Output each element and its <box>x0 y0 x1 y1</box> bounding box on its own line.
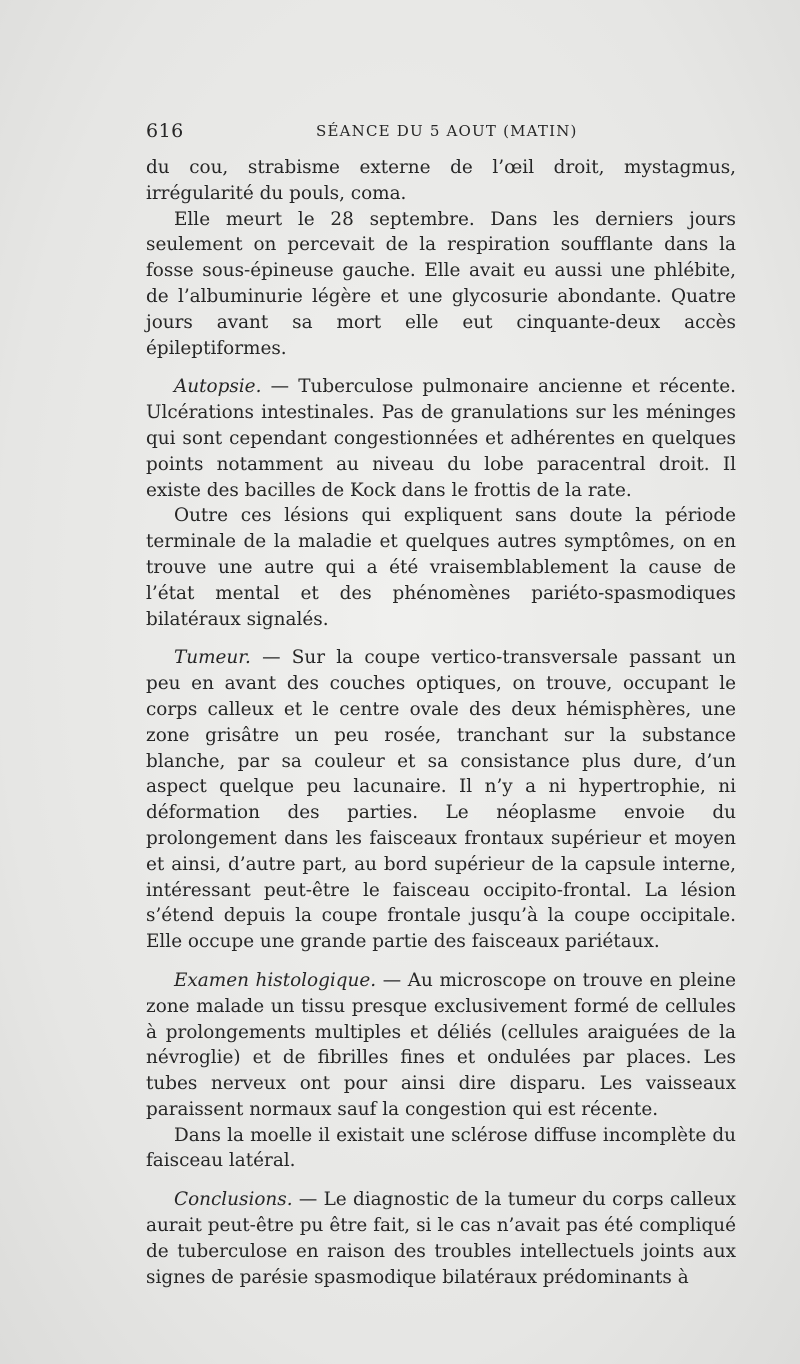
paragraph-text: — Au microscope on trouve en pleine zone malade un tissu presque exclusivement formé de cellules à prolongements multiples et déliés (cellules araiguées de la névroglie) et de fibrilles fines et ondulées par places. Les tubes nerveux ont pour ainsi dire disparu. Les vaisseaux paraissent normaux sauf la congestion qui est récente. <box>146 969 736 1120</box>
section-lead-autopsie: Autopsie. <box>174 376 262 398</box>
paragraph-2 <box>146 207 736 362</box>
section-lead-conclusions: Conclusions. <box>174 1189 293 1211</box>
paragraph-tumeur <box>146 645 736 955</box>
paragraph-text: Elle meurt le 28 septembre. Dans les derniers jours seulement on percevait de la respiration soufflante dans la fosse sous-épineuse gauche. Elle avait eu aussi une phlébite, de l’albuminurie légère et une glycosurie abondante. Quatre jours avant sa mort elle eut cinquante-deux accès épileptiformes. <box>146 208 736 359</box>
paragraph-7 <box>146 1123 736 1175</box>
paragraph-text: — Sur la coupe vertico-transversale passant un peu en avant des couches optiques, on trouve, occupant le corps calleux et le centre ovale des deux hémisphères, une zone grisâtre un peu rosée, tranchant sur la substance blanche, par sa couleur et sa consistance plus dure, d’un aspect quelque peu lacunaire. Il n’y a ni hypertrophie, ni déformation des parties. Le néoplasme envoie du prolongement dans les faisceaux frontaux supérieur et moyen et ainsi, d’autre part, au bord supérieur de la capsule interne, intéressant peut-être le faisceau occipito-frontal. La lésion s’étend depuis la coupe frontale jusqu’à la coupe occipitale. Elle occupe une grande partie des faisceaux pariétaux. <box>146 647 736 953</box>
paragraph-examen <box>146 968 736 1123</box>
paragraph-autopsie <box>146 374 736 503</box>
paragraph-text: — Le diagnostic de la tumeur du corps calleux aurait peut-être pu être fait, si le cas n’avait pas été compliqué de tuberculose en raison des troubles intellectuels joints aux signes de parésie spasmodique bilatéraux prédominants à <box>146 1189 736 1288</box>
paragraph-1 <box>146 155 736 207</box>
paragraph-4 <box>146 503 736 632</box>
paragraph-text: — Tuberculose pulmonaire ancienne et récente. Ulcérations intestinales. Pas de granulations sur les méninges qui sont cependant congestionnées et adhérentes en quelques points notamment au niveau du lobe paracentral droit. Il existe des bacilles de Kock dans le frottis de la rate. <box>146 376 736 501</box>
section-lead-examen: Examen histologique. <box>174 969 377 991</box>
page-number: 616 <box>146 120 184 142</box>
paragraph-conclusions <box>146 1187 736 1290</box>
body-text <box>146 155 736 1290</box>
page-header <box>146 118 736 148</box>
paragraph-text: Outre ces lésions qui expliquent sans doute la période terminale de la maladie et quelques autres symptômes, on en trouve une autre qui a été vraisemblablement la cause de l’état mental et des phénomènes pariéto-spasmodiques bilatéraux signalés. <box>146 505 736 630</box>
running-title: SÉANCE DU 5 AOUT (MATIN) <box>316 122 578 140</box>
paragraph-text: du cou, strabisme externe de l’œil droit, mystagmus, irrégularité du pouls, coma. <box>146 157 736 204</box>
section-lead-tumeur: Tumeur. <box>174 647 251 669</box>
paragraph-text: Dans la moelle il existait une sclérose diffuse incomplète du faisceau latéral. <box>146 1124 736 1172</box>
